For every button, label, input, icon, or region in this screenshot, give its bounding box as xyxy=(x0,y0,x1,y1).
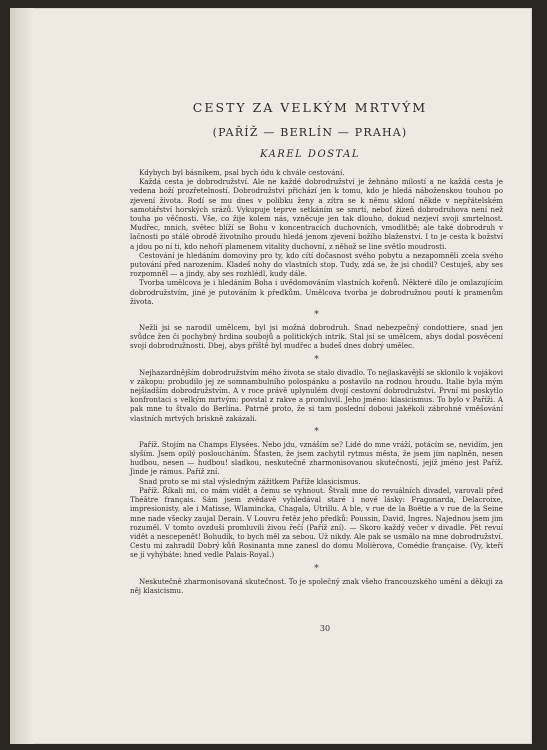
paragraph: Cestování je hledáním domoviny pro ty, kdo cítí dočasnost svého pobytu a nezapomněli zcela svého putování před narozením. Kladeš nohy do vlastních stop. Tudy, zdá se, že jsi chodil? Cestuješ, aby ses rozpomněl — a jindy, aby ses rozhlédl, kudy dále. xyxy=(130,250,503,279)
paragraph: Nejhazardnějším dobrodružstvím mého života se stalo divadlo. To nejlaskavější se sklonilo k vojákovi v zákopu: probudilo jej ze somnambulního polospánku a postavilo na rodnou hroudu. Italie byla mým nejšiadším dobrodružstvím. A v roce právě uplynulém dvojí cestovní dobrodružství. První mi poskytlo konfrontaci s velkým mrtvým: povstal z rakve a promluvil. Jeho jméno: klasicismus. To bylo v Paříži. A pak mne to štvalo do Berlína. Patrně proto, že si tam poslední doboui jakékoli zábrohné vměšování vlastních mrtvých briskně zakázali. xyxy=(130,367,503,423)
paragraph: Paříž. Stojím na Champs Elysées. Nebo jdu, vznáším se? Lidé do mne vráží, potácím se, nevidím, jen slyším. Jsem opilý posloucháním. Šťasten, že jsem zachytil rytmus města, že jsem jím naplněn, nesen hudbou, nesen — hudbou! sladkou, neskutečně zharmonisovanou skutečností, jejíž jméno jest Paříž. Jinde je rámus. Paříž zní. xyxy=(130,439,503,477)
section-separator: * xyxy=(314,310,319,321)
section-separator: * xyxy=(314,563,319,574)
chapter-subtitle: (PAŘÍŽ — BERLÍN — PRAHA) xyxy=(212,126,408,139)
paragraph: Kdybych byl básníkem, psal bych ódu k chvále cestování. xyxy=(139,168,345,177)
page-number: 30 xyxy=(319,624,331,633)
paragraph: Tvorba umělcova je i hledáním Boha i uvědomováním vlastních kořenů. Některé dílo je omlazujícím dobrodružstvím, jiné je putováním k předkům. Umělcova tvorba je dobrodružnou poutí k pramenům života. xyxy=(130,278,503,306)
author-name: KAREL DOSTAL xyxy=(260,149,360,160)
section-separator: * xyxy=(314,354,319,365)
section-separator: * xyxy=(314,426,319,437)
paragraph: Paříž. Říkali mi, co mám vidět a čemu se vyhnout. Štvali mne do revuálních divadel, varovali před Théâtre français. Sám jsem zvědavě vyhledával staré i nové lásky: Fragonarda, Delacroixe, impresionisty, ale i Matisse, Wlamincka, Chagala, Utrillu. A ble, v rue de la Boëtie a v rue de la Seine mne nade všecky zaujal Derain. V Louvru řetěz jeho předků: Poussin, David, Ingres. Najednou jsem jim rozuměl. V tomto ovzduší promluvili živou řečí (Paříž zní). — Skoro každý večer v divadle. Pět revuí vidět a nescepenět! Bohudík, to bych měl za sebou. Už nikdy. Ale pak se usmálo na mne dobrodružství. Cestu mi zahradil Dobrý kůň Rosinanta mne zanesl do domu Molièrova, Comédie française. (Vy, kteří se jí vyhýbáte: hned vedle Palais-Royal.) xyxy=(130,485,503,560)
body-text xyxy=(130,168,503,595)
paragraph: Každá cesta je dobrodružství. Ale ne každé dobrodružství je žehnáno milostí a ne každá cesta je vedena boží prozřetelností. Dobrodružství přichází jen k tomu, kdo je hledá náboženskou touhou po zjevení života. Rodí se mu dnes v polibku ženy a zítra se k němu skloní někde v nepřátelském samotářství horských srázů. Vykupuje teprve setkáním se smrtí, neboť žízeň dobrodruhova není než touha po věčnosti. Vše, co žije kolem nás, vzněcuje jen tak dlouho, dokud nezjeví svoji smrtelnost. Mudřec, mnich, světec blíží se Bohu v koncentracích duchovních, vmodlitbě; ale také dobrodruh v lačnosti po stálé obrodě životního proudu hledá jenom zjevení božího blaženství. I to je cesta k božství a jdou po ní ti, kdo nehoří plamenem vitality duchovní, z něhož se line světlo moudrosti. xyxy=(130,177,503,251)
paragraph: Neskutečně zharmonisovaná skutečnost. To je společný znak všeho francouzského umění a děkuji za něj klasicismu. xyxy=(130,576,503,595)
paragraph: Nežli jsi se narodil umělcem, byl jsi možná dobrodruh. Snad nebezpečný condottiere, snad jen svůdce žen či pochybný hrdina soubojů a politických intrik. Stal jsi se umělcem, abys dodal posvěcení svojí dobrodružnosti. Dbej, abys příště byl mudřec a budeš dnes dobrý umělec. xyxy=(130,323,503,351)
chapter-title: CESTY ZA VELKÝM MRTVÝM xyxy=(192,100,428,115)
book-page xyxy=(10,8,532,744)
page-binding-shadow xyxy=(10,8,34,744)
paragraph: Snad proto se mi stal výsledným zážitkem Paříže klasicismus. xyxy=(139,476,361,486)
